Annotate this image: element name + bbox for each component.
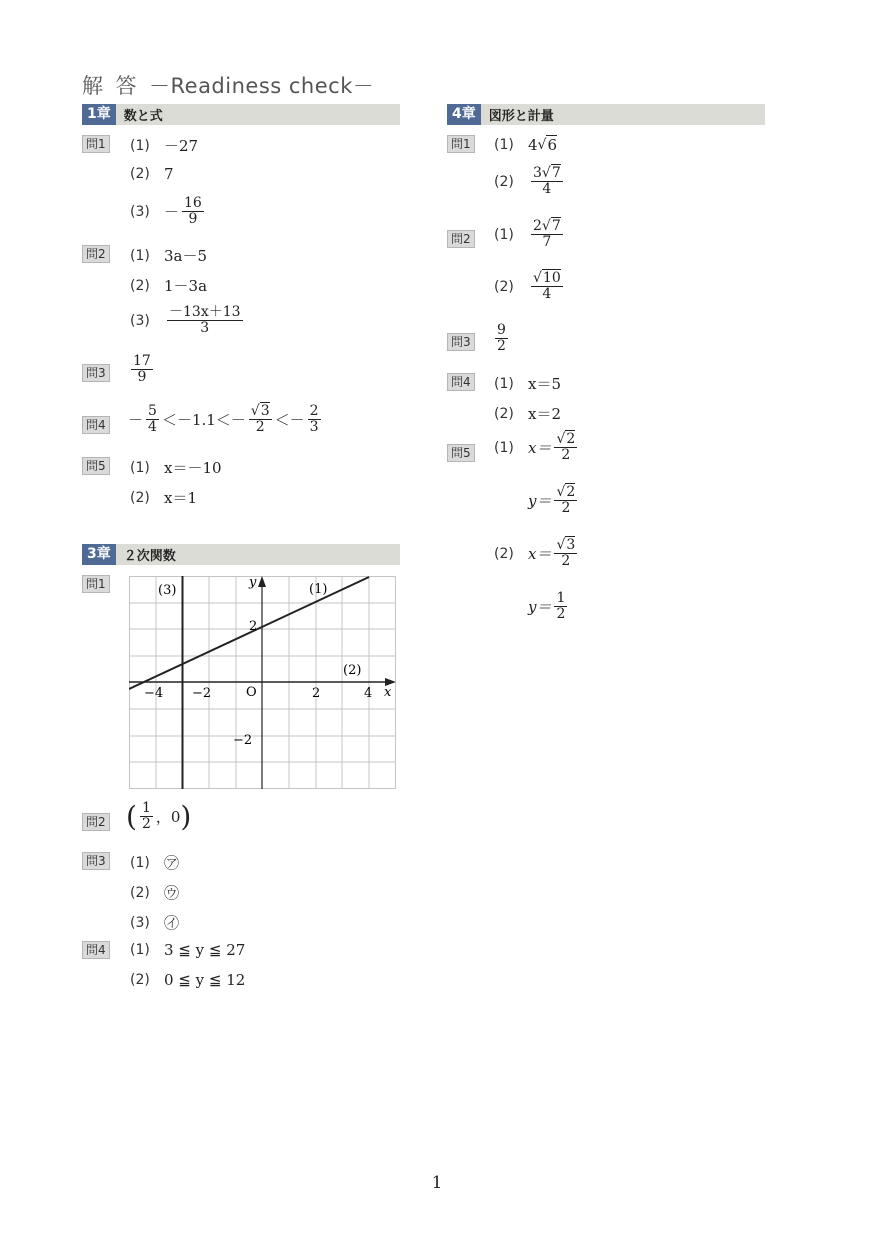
answer-row — [494, 373, 561, 394]
sub-label: (1) — [494, 226, 514, 243]
answer: 7 — [164, 165, 174, 183]
answer-row — [130, 165, 174, 183]
fraction — [554, 485, 577, 517]
radicand: 7 — [551, 218, 561, 234]
question-label: 問4 — [447, 373, 475, 391]
minus-sign: － — [164, 203, 180, 222]
answer: x＝－10 — [164, 459, 222, 477]
chapter-1-badge: 1章 — [82, 104, 116, 125]
question-label: 問5 — [82, 457, 110, 475]
answer: x＝1 — [164, 489, 198, 507]
sub-label: (2) — [130, 884, 150, 901]
tick-label-ym2: −2 — [233, 733, 253, 748]
denominator: 4 — [542, 286, 552, 303]
denominator: 4 — [542, 181, 552, 198]
answer-row — [494, 538, 580, 570]
answer: x＝2 — [528, 405, 562, 423]
sub-label: (1) — [130, 459, 150, 476]
question-label: 問4 — [82, 941, 110, 959]
coefficient: 3 — [533, 165, 542, 181]
page-title — [82, 70, 374, 100]
answer: 3a－5 — [164, 247, 208, 265]
fraction — [554, 432, 577, 464]
denominator: 7 — [542, 234, 552, 251]
x-axis-label: x — [384, 685, 392, 700]
answer — [528, 538, 580, 570]
answer-row — [130, 275, 207, 296]
answer — [528, 219, 566, 251]
sub-label: (2) — [494, 405, 514, 422]
answer — [128, 354, 156, 386]
question-label: 問1 — [82, 135, 110, 153]
answer — [128, 404, 324, 436]
answer-row — [128, 354, 156, 386]
title-word-1: 解 — [82, 74, 104, 98]
numerator: √3 — [556, 537, 576, 553]
numerator: √2 — [556, 431, 576, 447]
numerator: 1 — [556, 590, 566, 606]
graph-label-1: (1) — [309, 582, 328, 597]
inequality-text: ＜－1.1＜－ — [161, 411, 246, 430]
answer-row — [130, 305, 246, 337]
tick-label-xm4: −4 — [144, 686, 164, 701]
answer-row — [494, 403, 561, 424]
answer — [528, 166, 566, 198]
answer — [126, 801, 191, 833]
denominator: 2 — [141, 816, 151, 833]
denominator: 2 — [561, 447, 571, 464]
sub-label: (1) — [494, 439, 514, 456]
chapter-4-name: 図形と計量 — [488, 109, 554, 124]
right-paren: ) — [180, 799, 192, 833]
fraction — [182, 196, 204, 228]
sub-label: (2) — [494, 173, 514, 190]
answer — [528, 432, 580, 464]
chapter-3-badge: 3章 — [82, 544, 116, 565]
minus-sign: － — [128, 411, 144, 430]
fraction — [554, 591, 567, 623]
fraction — [249, 404, 272, 436]
answer: 4 √ 6 — [528, 135, 558, 154]
title-subtitle: －Readiness check－ — [149, 74, 375, 98]
answer: －27 — [164, 137, 199, 155]
question-label: 問2 — [82, 813, 110, 831]
numerator: 16 — [184, 195, 202, 211]
chapter-1-name: 数と式 — [123, 109, 163, 124]
answer — [492, 323, 511, 355]
denominator: 9 — [188, 211, 198, 228]
page-number: 1 — [431, 1173, 443, 1193]
answer — [164, 305, 246, 337]
sub-label: (1) — [130, 247, 150, 264]
answer: 3 ≦ y ≦ 27 — [164, 941, 246, 959]
coefficient: 4 — [528, 135, 538, 154]
graph-label-3: (3) — [158, 583, 177, 598]
sub-label: (1) — [130, 854, 150, 871]
numerator: √10 — [533, 270, 561, 286]
equation-lhs: y＝ — [528, 598, 552, 617]
fraction — [554, 538, 577, 570]
denominator: 2 — [255, 419, 265, 436]
answer-row — [126, 801, 191, 833]
answer-row — [130, 912, 179, 933]
answer-row — [492, 323, 511, 355]
sub-label: (2) — [494, 278, 514, 295]
denominator: 3 — [200, 320, 210, 337]
answer-row — [130, 135, 198, 156]
linear-graph — [129, 576, 397, 790]
radicand: 10 — [542, 270, 561, 286]
sub-label: (2) — [494, 545, 514, 562]
tick-label-x4: 4 — [364, 686, 373, 701]
fraction — [308, 404, 321, 436]
answer-row — [130, 196, 207, 228]
answer-row — [494, 271, 566, 303]
numerator: 2 — [309, 403, 319, 419]
answer-row — [528, 591, 570, 623]
answer-row — [494, 166, 566, 198]
denominator: 3 — [309, 419, 319, 436]
denominator: 2 — [556, 606, 566, 623]
numerator: 3√7 — [533, 165, 561, 181]
numerator: －13x＋13 — [169, 304, 241, 320]
chapter-3-name: ２次関数 — [123, 549, 176, 564]
numerator: √3 — [250, 403, 270, 419]
denominator: 2 — [561, 553, 571, 570]
numerator: √2 — [556, 484, 576, 500]
numerator: 17 — [133, 353, 151, 369]
denominator: 4 — [148, 419, 157, 436]
radicand: 2 — [566, 484, 576, 500]
numerator: 5 — [148, 403, 157, 419]
sub-label: (2) — [130, 277, 150, 294]
sub-label: (2) — [130, 972, 150, 988]
y-axis-label: y — [249, 576, 257, 590]
sub-label: (3) — [130, 312, 150, 329]
sub-label: (1) — [494, 136, 514, 153]
tick-label-xm2: −2 — [192, 686, 212, 701]
answer-row — [494, 135, 557, 154]
fraction — [131, 354, 153, 386]
sub-label: (1) — [494, 375, 514, 392]
answer: ㋑ — [164, 914, 180, 932]
tick-label-x2: 2 — [312, 686, 321, 701]
fraction — [140, 801, 153, 833]
answer-row — [130, 882, 179, 903]
question-label: 問5 — [447, 444, 475, 462]
coefficient: 2 — [533, 218, 542, 234]
answer: x＝5 — [528, 375, 562, 393]
answer-row — [130, 457, 222, 478]
answer-row — [494, 432, 580, 464]
answer-row — [130, 245, 207, 266]
radicand: 6 — [547, 136, 558, 154]
sub-label: (2) — [130, 166, 150, 182]
answer-row — [130, 852, 179, 873]
fraction — [167, 305, 243, 337]
fraction — [531, 271, 563, 303]
answer: ㋒ — [164, 884, 180, 902]
answer: ㋐ — [164, 854, 180, 872]
chapter-3-header — [82, 544, 400, 565]
denominator: 2 — [497, 338, 506, 355]
left-paren: ( — [126, 799, 137, 833]
chapter-1-header — [82, 104, 400, 125]
radicand: 3 — [260, 403, 270, 419]
equation-lhs: x＝ — [528, 545, 552, 564]
answer-row — [494, 219, 566, 251]
chapter-4-badge: 4章 — [447, 104, 481, 125]
answer — [528, 485, 580, 517]
fraction — [495, 323, 508, 355]
equation-lhs: x＝ — [528, 439, 552, 458]
answer — [528, 271, 566, 303]
numerator: 2√7 — [533, 218, 561, 234]
radicand: 3 — [566, 537, 576, 553]
fraction — [531, 219, 563, 251]
fraction — [146, 404, 159, 436]
fraction — [531, 166, 563, 198]
equation-lhs: y＝ — [528, 492, 552, 511]
radicand: 2 — [566, 431, 576, 447]
denominator: 2 — [561, 500, 571, 517]
origin-label: O — [246, 685, 257, 700]
numerator: 1 — [141, 800, 151, 816]
question-label: 問1 — [447, 135, 475, 153]
answer-row — [130, 487, 197, 508]
y-axis-arrow — [258, 576, 266, 587]
sub-label: (1) — [130, 942, 150, 958]
inequality-text: ＜－ — [274, 411, 305, 430]
tick-label-y2: 2 — [249, 619, 258, 634]
sub-label: (1) — [130, 137, 150, 154]
answer-row — [130, 941, 245, 959]
question-label: 問2 — [82, 245, 110, 263]
answer: 0 ≦ y ≦ 12 — [164, 971, 246, 989]
answer-row — [528, 485, 580, 517]
title-word-2: 答 — [115, 74, 137, 98]
denominator: 9 — [137, 369, 147, 386]
question-label: 問4 — [82, 416, 110, 434]
question-label: 問3 — [82, 364, 110, 382]
coordinate-rest: ，0 — [155, 808, 181, 827]
chapter-4-header — [447, 104, 765, 125]
answer-row — [128, 404, 324, 436]
sub-label: (3) — [130, 914, 150, 931]
question-label: 問3 — [82, 852, 110, 870]
question-label: 問2 — [447, 230, 475, 248]
radicand: 7 — [551, 165, 561, 181]
numerator: 9 — [497, 322, 506, 338]
graph-label-2: (2) — [343, 663, 362, 678]
answer: 1－3a — [164, 277, 208, 295]
sub-label: (2) — [130, 489, 150, 506]
answer — [164, 196, 207, 228]
question-label: 問1 — [82, 575, 110, 593]
answer — [528, 591, 570, 623]
question-label: 問3 — [447, 333, 475, 351]
sub-label: (3) — [130, 203, 150, 220]
answer-row — [130, 971, 245, 989]
